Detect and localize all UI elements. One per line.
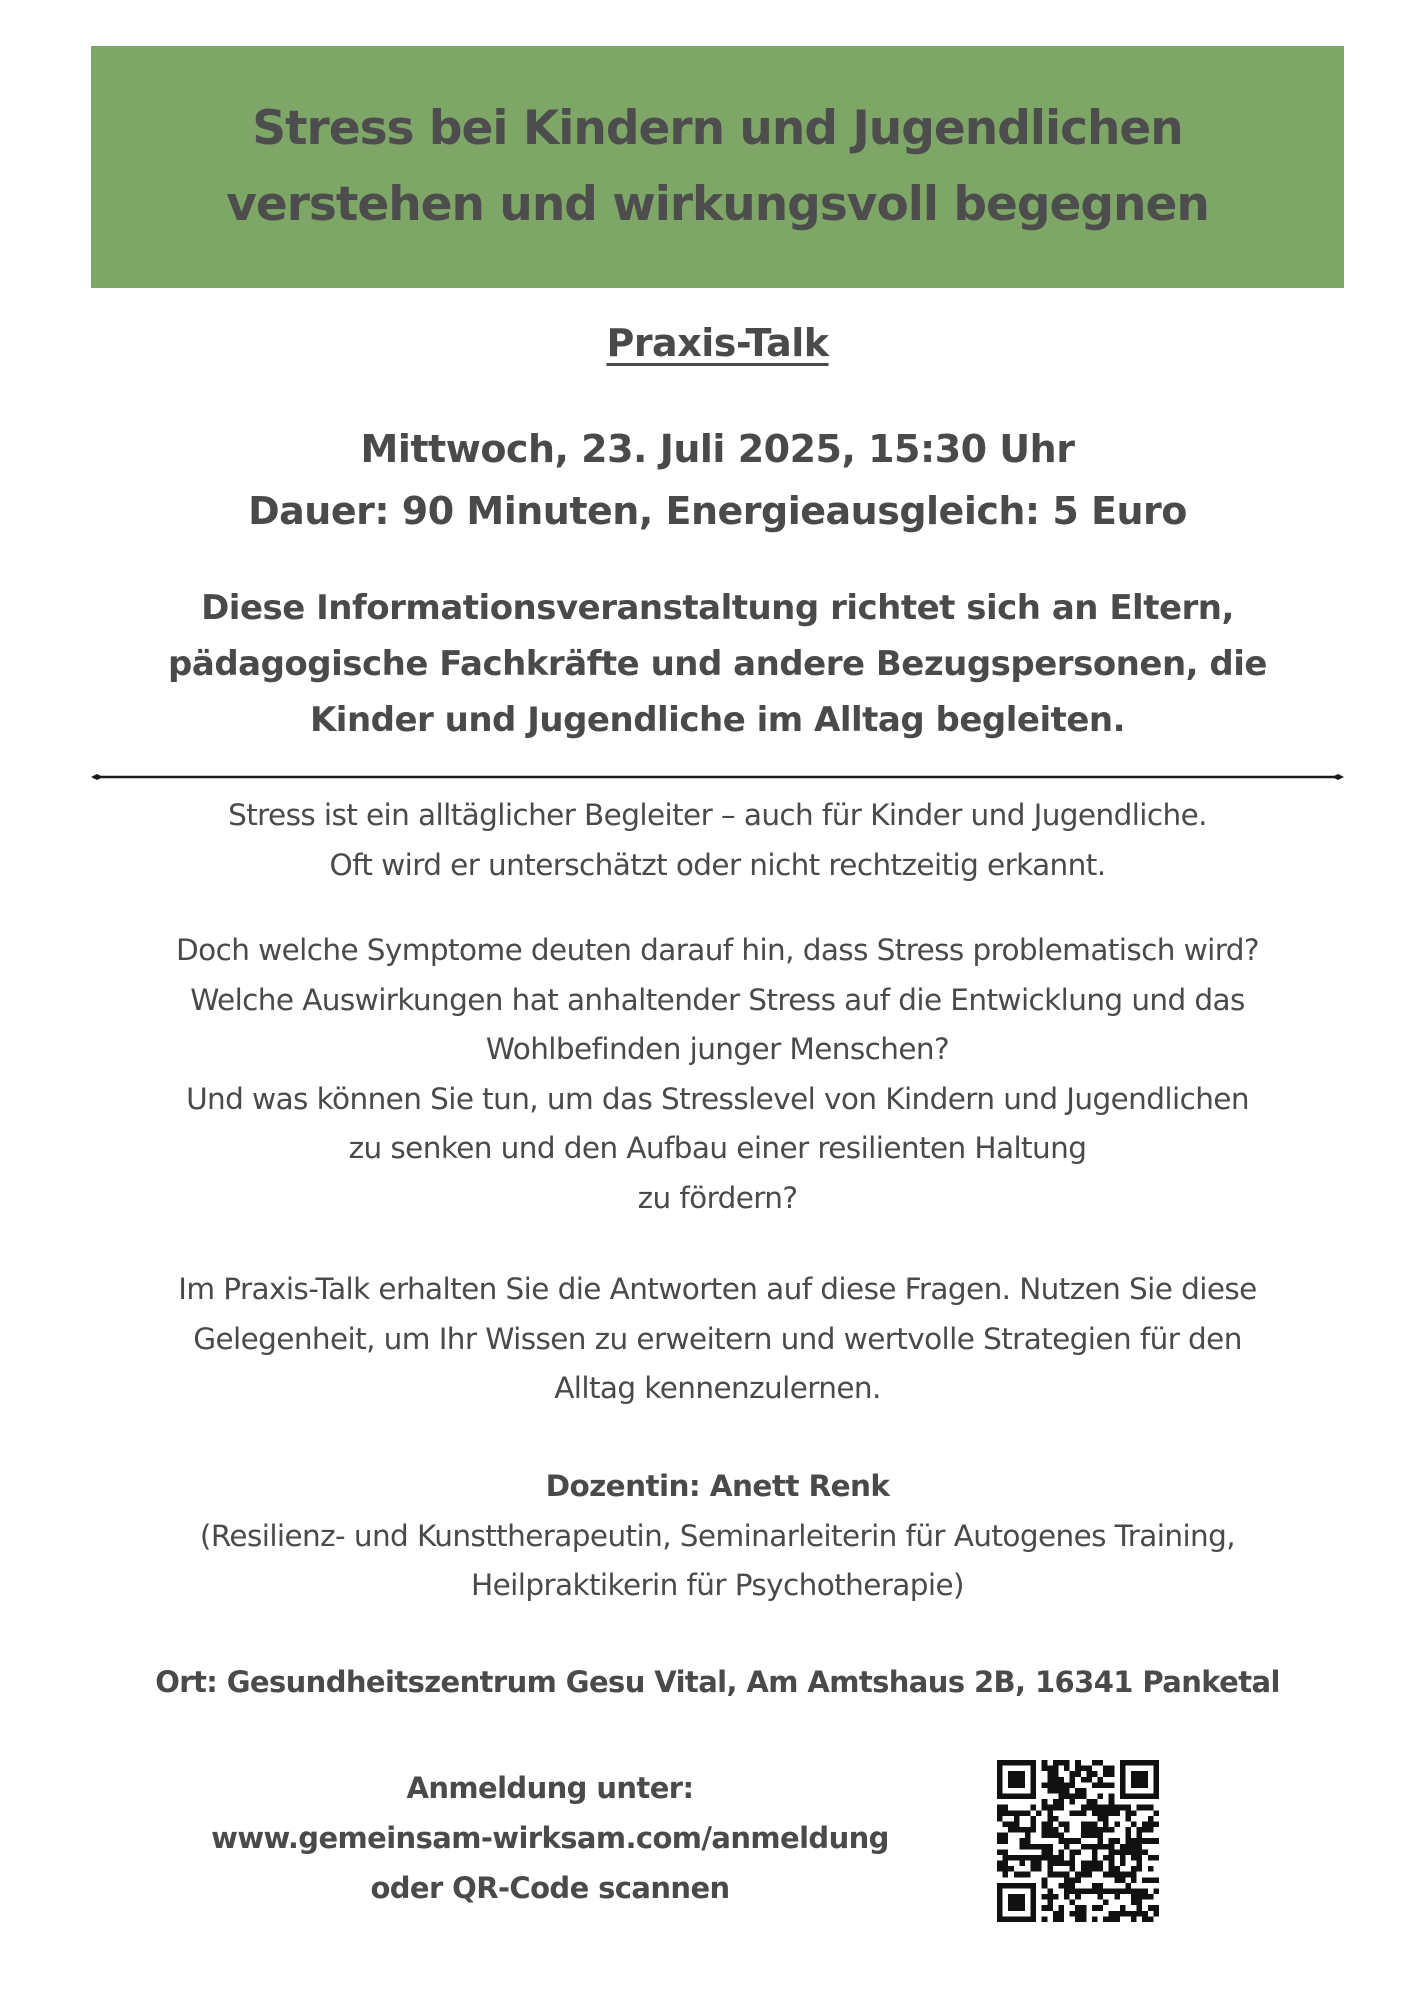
lecturer-name: Dozentin: Anett Renk — [545, 1469, 890, 1503]
title-line-1: Stress bei Kindern und Jugendlichen — [252, 101, 1183, 156]
target-audience — [100, 580, 1335, 748]
question-line: zu fördern? — [637, 1180, 798, 1215]
lecturer-info — [91, 1462, 1344, 1611]
qr-code-icon[interactable] — [997, 1760, 1159, 1922]
event-location: Ort: Gesundheitszentrum Gesu Vital, Am Amtshaus 2B, 16341 Panketal — [155, 1665, 1280, 1699]
question-line: Und was können Sie tun, um das Stresslevel von Kindern und Jugendlichen — [186, 1081, 1249, 1116]
answer-line: Gelegenheit, um Ihr Wissen zu erweitern und wertvolle Strategien für den — [193, 1321, 1242, 1356]
audience-line: Kinder und Jugendliche im Alltag begleiten. — [309, 700, 1126, 740]
intro-paragraph — [91, 791, 1344, 890]
qr-hint: oder QR-Code scannen — [370, 1871, 730, 1905]
answer-line: Alltag kennenzulernen. — [554, 1371, 881, 1405]
questions-paragraph — [91, 926, 1344, 1223]
question-line: zu senken und den Aufbau einer resilienten Haltung — [348, 1131, 1087, 1165]
answer-paragraph — [91, 1265, 1344, 1414]
audience-line: pädagogische Fachkräfte und andere Bezugspersonen, die — [168, 644, 1267, 684]
question-line: Welche Auswirkungen hat anhaltender Stress auf die Entwicklung und das — [190, 982, 1245, 1017]
lecturer-description-line: Heilpraktikerin für Psychotherapie) — [471, 1568, 964, 1602]
intro-line: Stress ist ein alltäglicher Begleiter – auch für Kinder und Jugendliche. — [228, 798, 1207, 832]
lecturer-description-line: (Resilienz- und Kunsttherapeutin, Seminarleiterin für Autogenes Training, — [199, 1518, 1236, 1553]
question-line: Doch welche Symptome deuten darauf hin, dass Stress problematisch wird? — [176, 933, 1259, 967]
title-banner — [91, 46, 1344, 288]
signup-info — [150, 1763, 950, 1913]
title-line-2: verstehen und wirkungsvoll begegnen — [226, 177, 1209, 232]
intro-line: Oft wird er unterschätzt oder nicht rechtzeitig erkannt. — [329, 847, 1106, 882]
signup-label: Anmeldung unter: — [406, 1771, 694, 1805]
audience-line: Diese Informationsveranstaltung richtet sich an Eltern, — [201, 588, 1234, 628]
divider-line — [91, 772, 1344, 782]
event-duration-fee: Dauer: 90 Minuten, Energieausgleich: 5 Euro — [248, 489, 1187, 533]
event-format-heading: Praxis-Talk — [606, 321, 829, 365]
event-date-time: Mittwoch, 23. Juli 2025, 15:30 Uhr — [360, 427, 1075, 471]
answer-line: Im Praxis-Talk erhalten Sie die Antworten auf diese Fragen. Nutzen Sie diese — [178, 1272, 1257, 1306]
event-info — [91, 418, 1344, 542]
signup-link[interactable]: www.gemeinsam-wirksam.com/anmeldung — [211, 1821, 889, 1855]
question-line: Wohlbefinden junger Menschen? — [485, 1032, 950, 1066]
